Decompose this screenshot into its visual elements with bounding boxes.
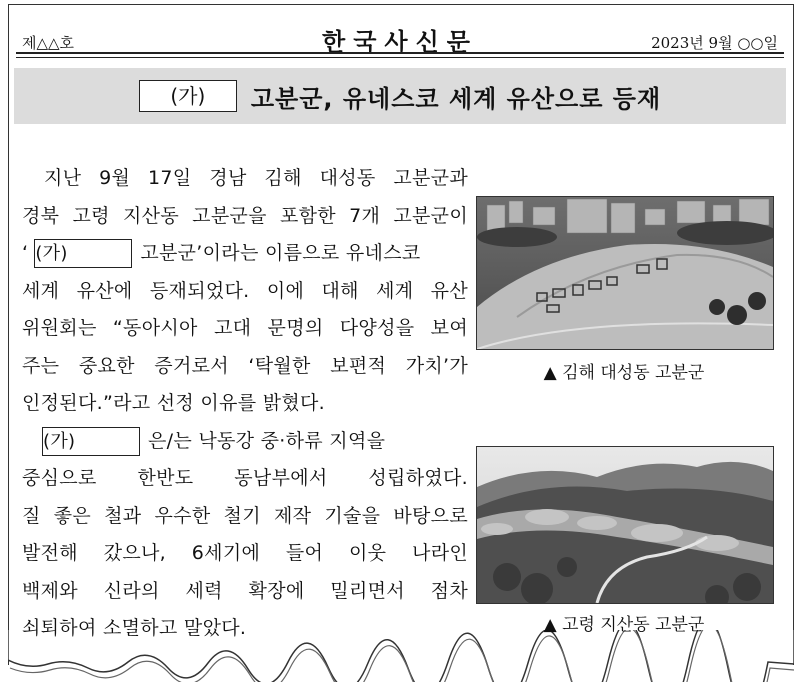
inline-blank-box: (가) xyxy=(42,427,140,456)
issue-number: 제△△호 xyxy=(22,34,75,52)
article-line: 질 좋은 철과 우수한 철기 제작 기술을 바탕으로 xyxy=(22,504,468,527)
article-line-with-blank xyxy=(22,235,468,273)
open-quote: ‘ xyxy=(22,242,29,264)
photo-goryeong-tumuli xyxy=(476,446,774,604)
masthead-rule-thick xyxy=(16,52,784,54)
article-line: 중심으로 한반도 동남부에서 성립하였다. xyxy=(22,467,468,489)
caption-gimhae: ▲ 김해 대성동 고분군 xyxy=(543,363,705,383)
article-line: 세계 유산에 등재되었다. 이에 대해 세계 유산 xyxy=(22,279,468,302)
caption-goryeong: ▲ 고령 지산동 고분군 xyxy=(543,615,705,635)
article-line: 위원회는 “동아시아 고대 문명의 다양성을 보여 xyxy=(22,317,468,339)
headline-title: 고분군, 유네스코 세계 유산으로 등재 xyxy=(250,84,662,113)
masthead xyxy=(16,8,784,56)
headline-blank-box: (가) xyxy=(139,80,237,112)
headline-banner xyxy=(14,68,786,124)
newspaper-name: 한국사신문 xyxy=(322,28,478,56)
article-body xyxy=(22,160,468,648)
photo-gimhae-tumuli xyxy=(476,196,774,350)
article-line: 백제와 신라의 세력 확장에 밀리면서 점차 xyxy=(22,579,468,602)
issue-date: 2023년 9월 ○○일 xyxy=(651,34,778,52)
article-line: 발전해 갔으나, 6세기에 들어 이웃 나라인 xyxy=(22,542,468,564)
article-line: 지난 9월 17일 경남 김해 대성동 고분군과 xyxy=(44,167,468,189)
article-line: 쇠퇴하여 소멸하고 말았다. xyxy=(22,617,247,639)
article-line: 경북 고령 지산동 고분군을 포함한 7개 고분군이 xyxy=(22,204,468,227)
article-text: 은/는 낙동강 중·하류 지역을 xyxy=(148,429,386,452)
article-line: 인정된다.”라고 선정 이유를 밝혔다. xyxy=(22,392,325,414)
article-line: 주는 중요한 증거로서 ‘탁월한 보편적 가치’가 xyxy=(22,354,468,377)
inline-blank-box: (가) xyxy=(34,239,132,268)
article-line-with-blank xyxy=(22,423,468,461)
masthead-rule-thin xyxy=(16,57,784,58)
article-text: 고분군’이라는 이름으로 유네스코 xyxy=(140,242,421,264)
